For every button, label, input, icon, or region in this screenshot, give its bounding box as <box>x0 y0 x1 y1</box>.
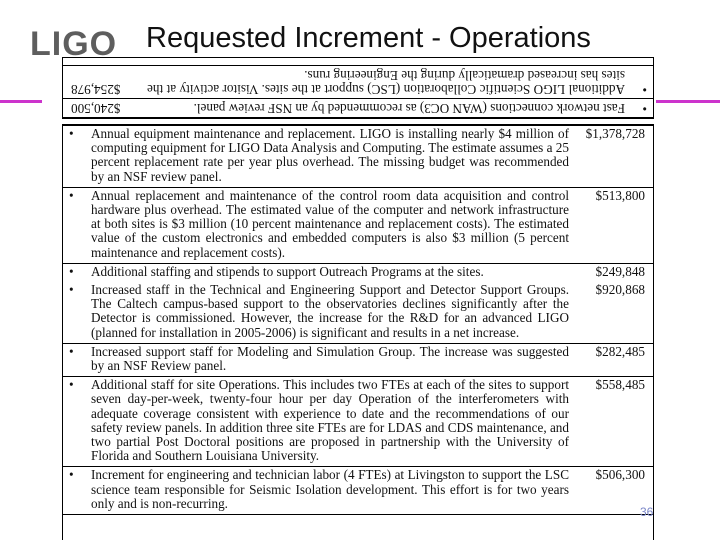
row-amount: $1,378,728 <box>585 126 645 141</box>
table-row <box>63 282 653 344</box>
accent-divider-left <box>0 100 42 103</box>
operations-table <box>62 124 654 540</box>
row-description: Increased support staff for Modeling and Simulation Group. The increase was suggested by an NSF Review panel. <box>91 343 569 374</box>
table-row <box>63 188 653 264</box>
flipped-row-text: Fast network connections (WAN OC3) as recommended by an NSF review panel. <box>193 101 625 116</box>
flipped-row <box>63 98 653 117</box>
row-amount: $920,868 <box>595 282 645 298</box>
bullet: • <box>69 282 74 298</box>
row-description: Additional staffing and stipends to support Outreach Programs at the sites. <box>91 263 484 279</box>
row-description: Annual equipment maintenance and replacement. LIGO is installing nearly $4 million of computing equipment for LIGO Data Analysis and Computing. The estimate assumes a 25 percent replacement rate per year plus overhead. The missing budget was recommended by an NSF review panel. <box>91 126 569 184</box>
row-description: Additional staff for site Operations. This includes two FTEs at each of the sites to support seven day-per-week, twenty-four hour per day Operation of the interferometers with adequate coverage consistent with experience to date and the recommendations of our safety review panels. In addition three site FTEs are for LDAS and CDS maintenance, and two partial Post Doctoral positions are proposed in partnership with the University of Florida and Southern Louisiana University. <box>91 377 569 464</box>
bullet: • <box>69 263 74 279</box>
bullet: • <box>69 187 74 203</box>
slide-title: Requested Increment - Operations <box>146 22 591 54</box>
row-description: Annual replacement and maintenance of the control room data acquisition and control hardware plus overhead. The estimated value of the computer and network infrastructure at both sites is $3 million (10 percent maintenance and replacement costs). The estimated value of the custom electronics and embedded computers is also $3 million (5 percent maintenance and replacement costs). <box>91 187 569 260</box>
row-amount: $506,300 <box>595 467 645 483</box>
table-row <box>63 264 653 282</box>
table-row <box>63 467 653 515</box>
row-amount: $249,848 <box>595 263 645 279</box>
bullet: • <box>69 467 74 483</box>
bullet: • <box>642 82 647 97</box>
flipped-table-fragment <box>62 57 654 119</box>
row-amount: $282,485 <box>595 343 645 359</box>
row-description: Increased staff in the Technical and Engineering Support and Detector Support Groups. The Caltech campus-based support to the observatories declines significantly after the Detector is commissioned. However, the increase for the R&D for an advanced LIGO (planned for installation in 2005-2006) is significant and results in a net increase. <box>91 282 569 340</box>
row-amount: $558,485 <box>595 377 645 393</box>
ligo-logo: LIGO <box>30 25 118 63</box>
flipped-row-amount: $254,978 <box>71 82 121 97</box>
accent-divider-right <box>656 100 720 103</box>
table-row <box>63 377 653 467</box>
row-amount: $513,800 <box>595 187 645 203</box>
flipped-row-amount: $240,500 <box>71 101 121 116</box>
bullet: • <box>642 101 647 116</box>
flipped-row <box>63 65 653 98</box>
bullet: • <box>69 377 74 393</box>
table-row <box>63 126 653 188</box>
bullet: • <box>69 343 74 359</box>
page-number: 36 <box>640 505 654 519</box>
flipped-row-text: Additional LIGO Scientific Collaboration (LSC) support at the sites. Visitor activity at the sites has increased dramatically during the Engineering runs. <box>147 68 625 97</box>
row-description: Increment for engineering and technician labor (4 FTEs) at Livingston to support the LSC science team responsible for Seismic Isolation development. This effort is for two years only and is non-recurring. <box>91 467 569 511</box>
bullet: • <box>69 126 74 141</box>
table-row <box>63 344 653 377</box>
